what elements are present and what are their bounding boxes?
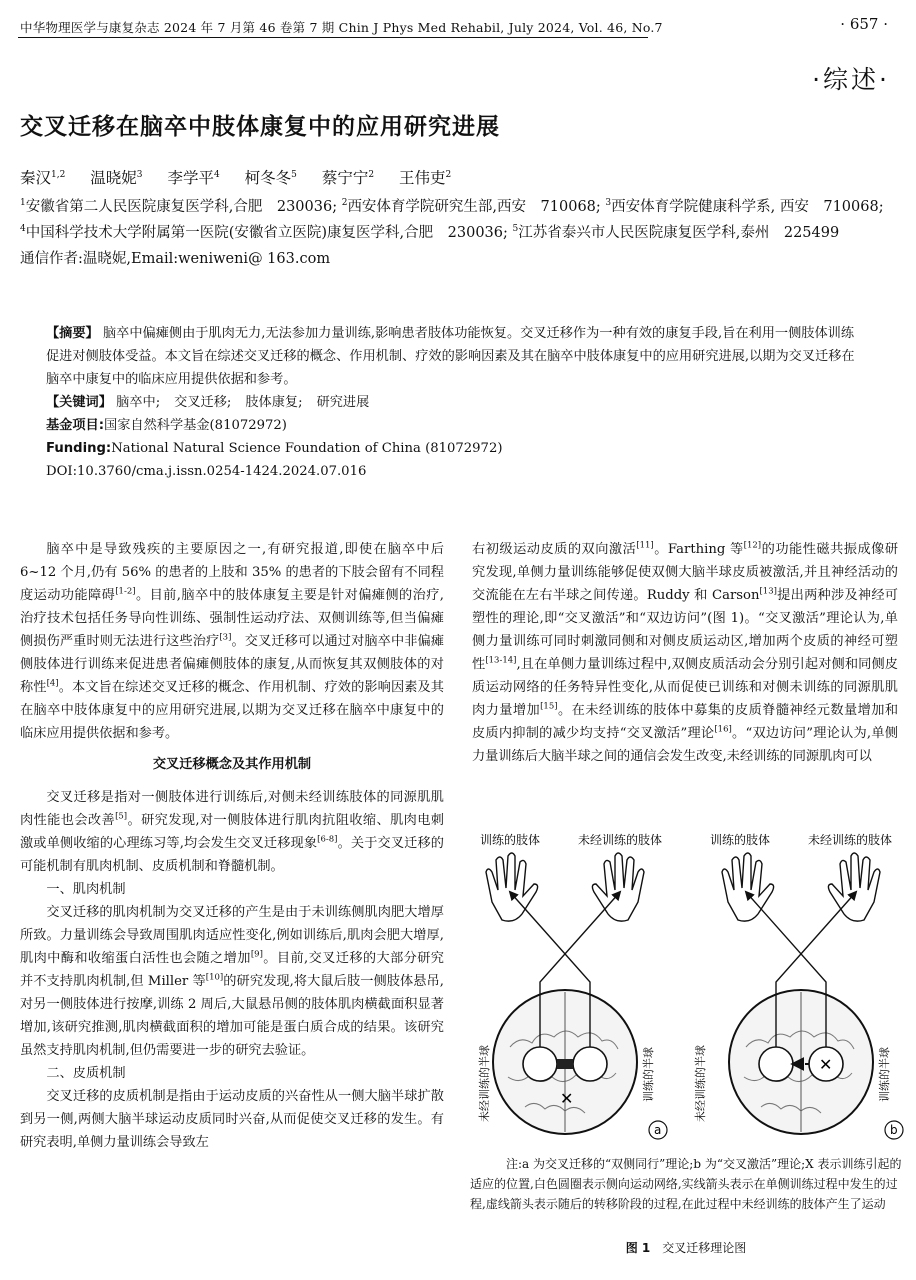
- affiliation: 中国科学技术大学附属第一医院(安徽省立医院)康复医学科,合肥 230036;: [25, 225, 508, 241]
- motor-network-circle: [573, 1047, 607, 1081]
- label-untrained-hemisphere: 未经训练的半球: [694, 1045, 707, 1122]
- body-right-column: [472, 538, 898, 768]
- affiliations: $^1$安徽省第二人民医院康复医学科,合肥 230036; $^2$西安体育学院研究生部,西安 710068; $^3$西安体育学院健康科学系, 西安 710068; $^4$中国科学技术大学附属第一医院(安徽省立医院)康复医学科,合肥 230036; $^5$江苏省泰兴市人民医院康复医学科,泰州 225499 通信作者:温晓妮,Email:weniweni@ 163.com: [20, 198, 884, 267]
- paragraph: 右初级运动皮质的双向激活[11]。Farthing 等[12]的功能性磁共振成像研究发现,单侧力量训练能够促使双侧大脑半球皮质被激活,并且神经活动的交流能在左右半球之间传递。Ruddy 和 Carson[13]提出两种涉及神经可塑性的理论,即“交叉激活”和“双边访问”(图 1)。“交叉激活”理论认为,单侧力量训练可同时刺激同侧和对侧皮质运动区,增加两个皮质的神经可塑性[13-14],且在单侧力量训练过程中,双侧皮质活动会分别引起对侧和同侧皮质运动网络的任务特异性变化,从而促使已训练和对侧未训练的同源肌肌肉力量增加[15]。在未经训练的肢体中募集的皮质脊髓神经元数量增加和皮质内抑制的减少均支持“交叉激活”理论[16]。“双边访问”理论认为,单侧力量训练后大脑半球之间的通信会发生改变,未经训练的同源肌肉可以: [472, 540, 899, 764]
- label-trained-hemisphere: 训练的半球: [642, 1047, 655, 1102]
- section-heading: 交叉迁移概念及其作用机制: [152, 757, 312, 772]
- hand-icon: [592, 853, 644, 921]
- label-untrained-limb: 未经训练的肢体: [578, 833, 663, 847]
- x-mark: ✕: [819, 1055, 833, 1074]
- affiliation: 安徽省第二人民医院康复医学科,合肥 230036;: [25, 199, 338, 215]
- figure-1-diagram: [470, 832, 908, 1142]
- author: 温晓妮$^3$: [90, 169, 143, 187]
- label-trained-limb: 训练的肢体: [710, 833, 771, 847]
- author: 蔡宁宁$^2$: [321, 169, 375, 187]
- article-title: 交叉迁移在脑卒中肢体康复中的应用研究进展: [20, 114, 500, 140]
- label-untrained-hemisphere: 未经训练的半球: [478, 1045, 491, 1122]
- paragraph: 交叉迁移的肌肉机制为交叉迁移的产生是由于未训练侧肌肉肥大增厚所致。力量训练会导致周围肌肉适应性变化,例如训练后,肌肉会肥大增厚,肌肉中酶和收缩蛋白活性也会随之增加[9]。目前,交叉迁移的大部分研究并不支持肌肉机制,但 Miller 等[10]的研究发现,将大鼠后肢一侧肢体悬吊,对另一侧肢体进行按摩,训练 2 周后,大鼠悬吊侧的肢体肌肉横截面积显著增加,该研究推测,肌肉横截面积的增加可能是蛋白质合成的结果。该研究虽然支持肌肉机制,但仍需要进一步的研究去验证。: [20, 905, 445, 1058]
- body-left-column: [20, 538, 444, 1154]
- abstract: [46, 322, 856, 483]
- figure-caption: 图 1 交叉迁移理论图: [625, 1241, 747, 1255]
- fund: 基金项目:国家自然科学基金(81072972): [46, 418, 287, 433]
- page-number: · 657 ·: [840, 15, 888, 33]
- section-tag: ·综述·: [812, 65, 890, 94]
- x-mark: ✕: [560, 1089, 574, 1108]
- abstract-text: 【摘要】 脑卒中偏瘫侧由于肌肉无力,无法参加力量训练,影响患者肢体功能恢复。交叉迁移作为一种有效的康复手段,旨在利用一侧肢体训练促进对侧肢体受益。本文旨在综述交叉迁移的概念、作用机制、疗效的影响因素及其在脑卒中肢体康复中的应用研究进展,以期为交叉迁移在脑卒中康复中的临床应用提供依据和参考。: [46, 326, 855, 387]
- subsection-heading: 二、皮质机制: [46, 1066, 126, 1081]
- panel-a: [477, 832, 667, 1139]
- motor-network-circle: [523, 1047, 557, 1081]
- author: 柯冬冬$^5$: [244, 169, 297, 187]
- corresponding-author: 通信作者:温晓妮,Email:weniweni@ 163.com: [20, 251, 331, 267]
- panel-letter: a: [654, 1123, 662, 1137]
- header-rule: [18, 37, 648, 38]
- author: 王伟吏$^2$: [399, 169, 452, 187]
- label-untrained-limb: 未经训练的肢体: [808, 833, 893, 847]
- hand-icon: [828, 853, 880, 921]
- running-header: 中华物理医学与康复杂志 2024 年 7 月第 46 卷第 7 期 Chin J Phys Med Rehabil, July 2024, Vol. 46, No.7: [20, 20, 663, 35]
- author-list: [20, 166, 471, 188]
- hand-icon: [486, 853, 538, 921]
- panel-b: [693, 832, 903, 1139]
- paragraph: 交叉迁移是指对一侧肢体进行训练后,对侧未经训练肢体的同源肌肌肉性能也会改善[5]。研究发现,对一侧肢体进行肌肉抗阻收缩、肌肉电刺激或单侧收缩的心理练习等,均会发生交叉迁移现象[6-8]。关于交叉迁移的可能机制有肌肉机制、皮质机制和脊髓机制。: [20, 790, 444, 874]
- subsection-heading: 一、肌肉机制: [46, 882, 126, 897]
- callosal-bar: [557, 1059, 573, 1069]
- hand-icon: [722, 853, 774, 921]
- affiliation: 西安体育学院研究生部,西安 710068;: [347, 199, 601, 215]
- affiliation: 西安体育学院健康科学系, 西安 710068;: [611, 199, 884, 215]
- doi: DOI:10.3760/cma.j.issn.0254-1424.2024.07.016: [46, 464, 367, 479]
- figure-note: 注:a 为交叉迁移的“双侧同行”理论;b 为“交叉激活”理论;X 表示训练引起的适应的位置,白色圆圈表示侧向运动网络,实线箭头表示在单侧训练过程中发生的过程,虚线箭头表示随后的转移阶段的过程,在此过程中未经训练的肢体产生了运动: [470, 1157, 902, 1211]
- author: 秦汉$^{1,2}$: [20, 169, 66, 187]
- funding-en: Funding:National Natural Science Foundation of China (81072972): [46, 441, 503, 456]
- label-trained-hemisphere: 训练的半球: [878, 1047, 891, 1102]
- label-trained-limb: 训练的肢体: [480, 833, 541, 847]
- panel-letter: b: [890, 1123, 898, 1137]
- motor-network-circle: [759, 1047, 793, 1081]
- keywords: 【关键词】 脑卒中; 交叉迁移; 肢体康复; 研究进展: [46, 395, 370, 410]
- paragraph: 交叉迁移的皮质机制是指由于运动皮质的兴奋性从一侧大脑半球扩散到另一侧,两侧大脑半球运动皮质同时兴奋,从而促使交叉迁移的发生。有研究表明,单侧力量训练会导致左: [20, 1089, 444, 1150]
- author: 李学平$^4$: [167, 169, 220, 187]
- affiliation: 江苏省泰兴市人民医院康复医学科,泰州 225499: [518, 225, 840, 241]
- paragraph: 脑卒中是导致残疾的主要原因之一,有研究报道,即使在脑卒中后 6~12 个月,仍有 56% 的患者的上肢和 35% 的患者的下肢会留有不同程度运动功能障碍[1-2]。目前,脑卒中的肢体康复主要是针对偏瘫侧的治疗,治疗技术包括任务导向性训练、强制性运动疗法、双侧训练等,但当偏瘫侧损伤严重时则无法进行这些治疗[3]。交叉迁移可以通过对脑卒中非偏瘫侧肢体进行训练来促进患者偏瘫侧肢体的康复,从而恢复其双侧肢体的对称性[4]。本文旨在综述交叉迁移的概念、作用机制、疗效的影响因素及其在脑卒中肢体康复中的应用研究进展,以期为交叉迁移在脑卒中康复中的临床应用提供依据和参考。: [20, 542, 445, 741]
